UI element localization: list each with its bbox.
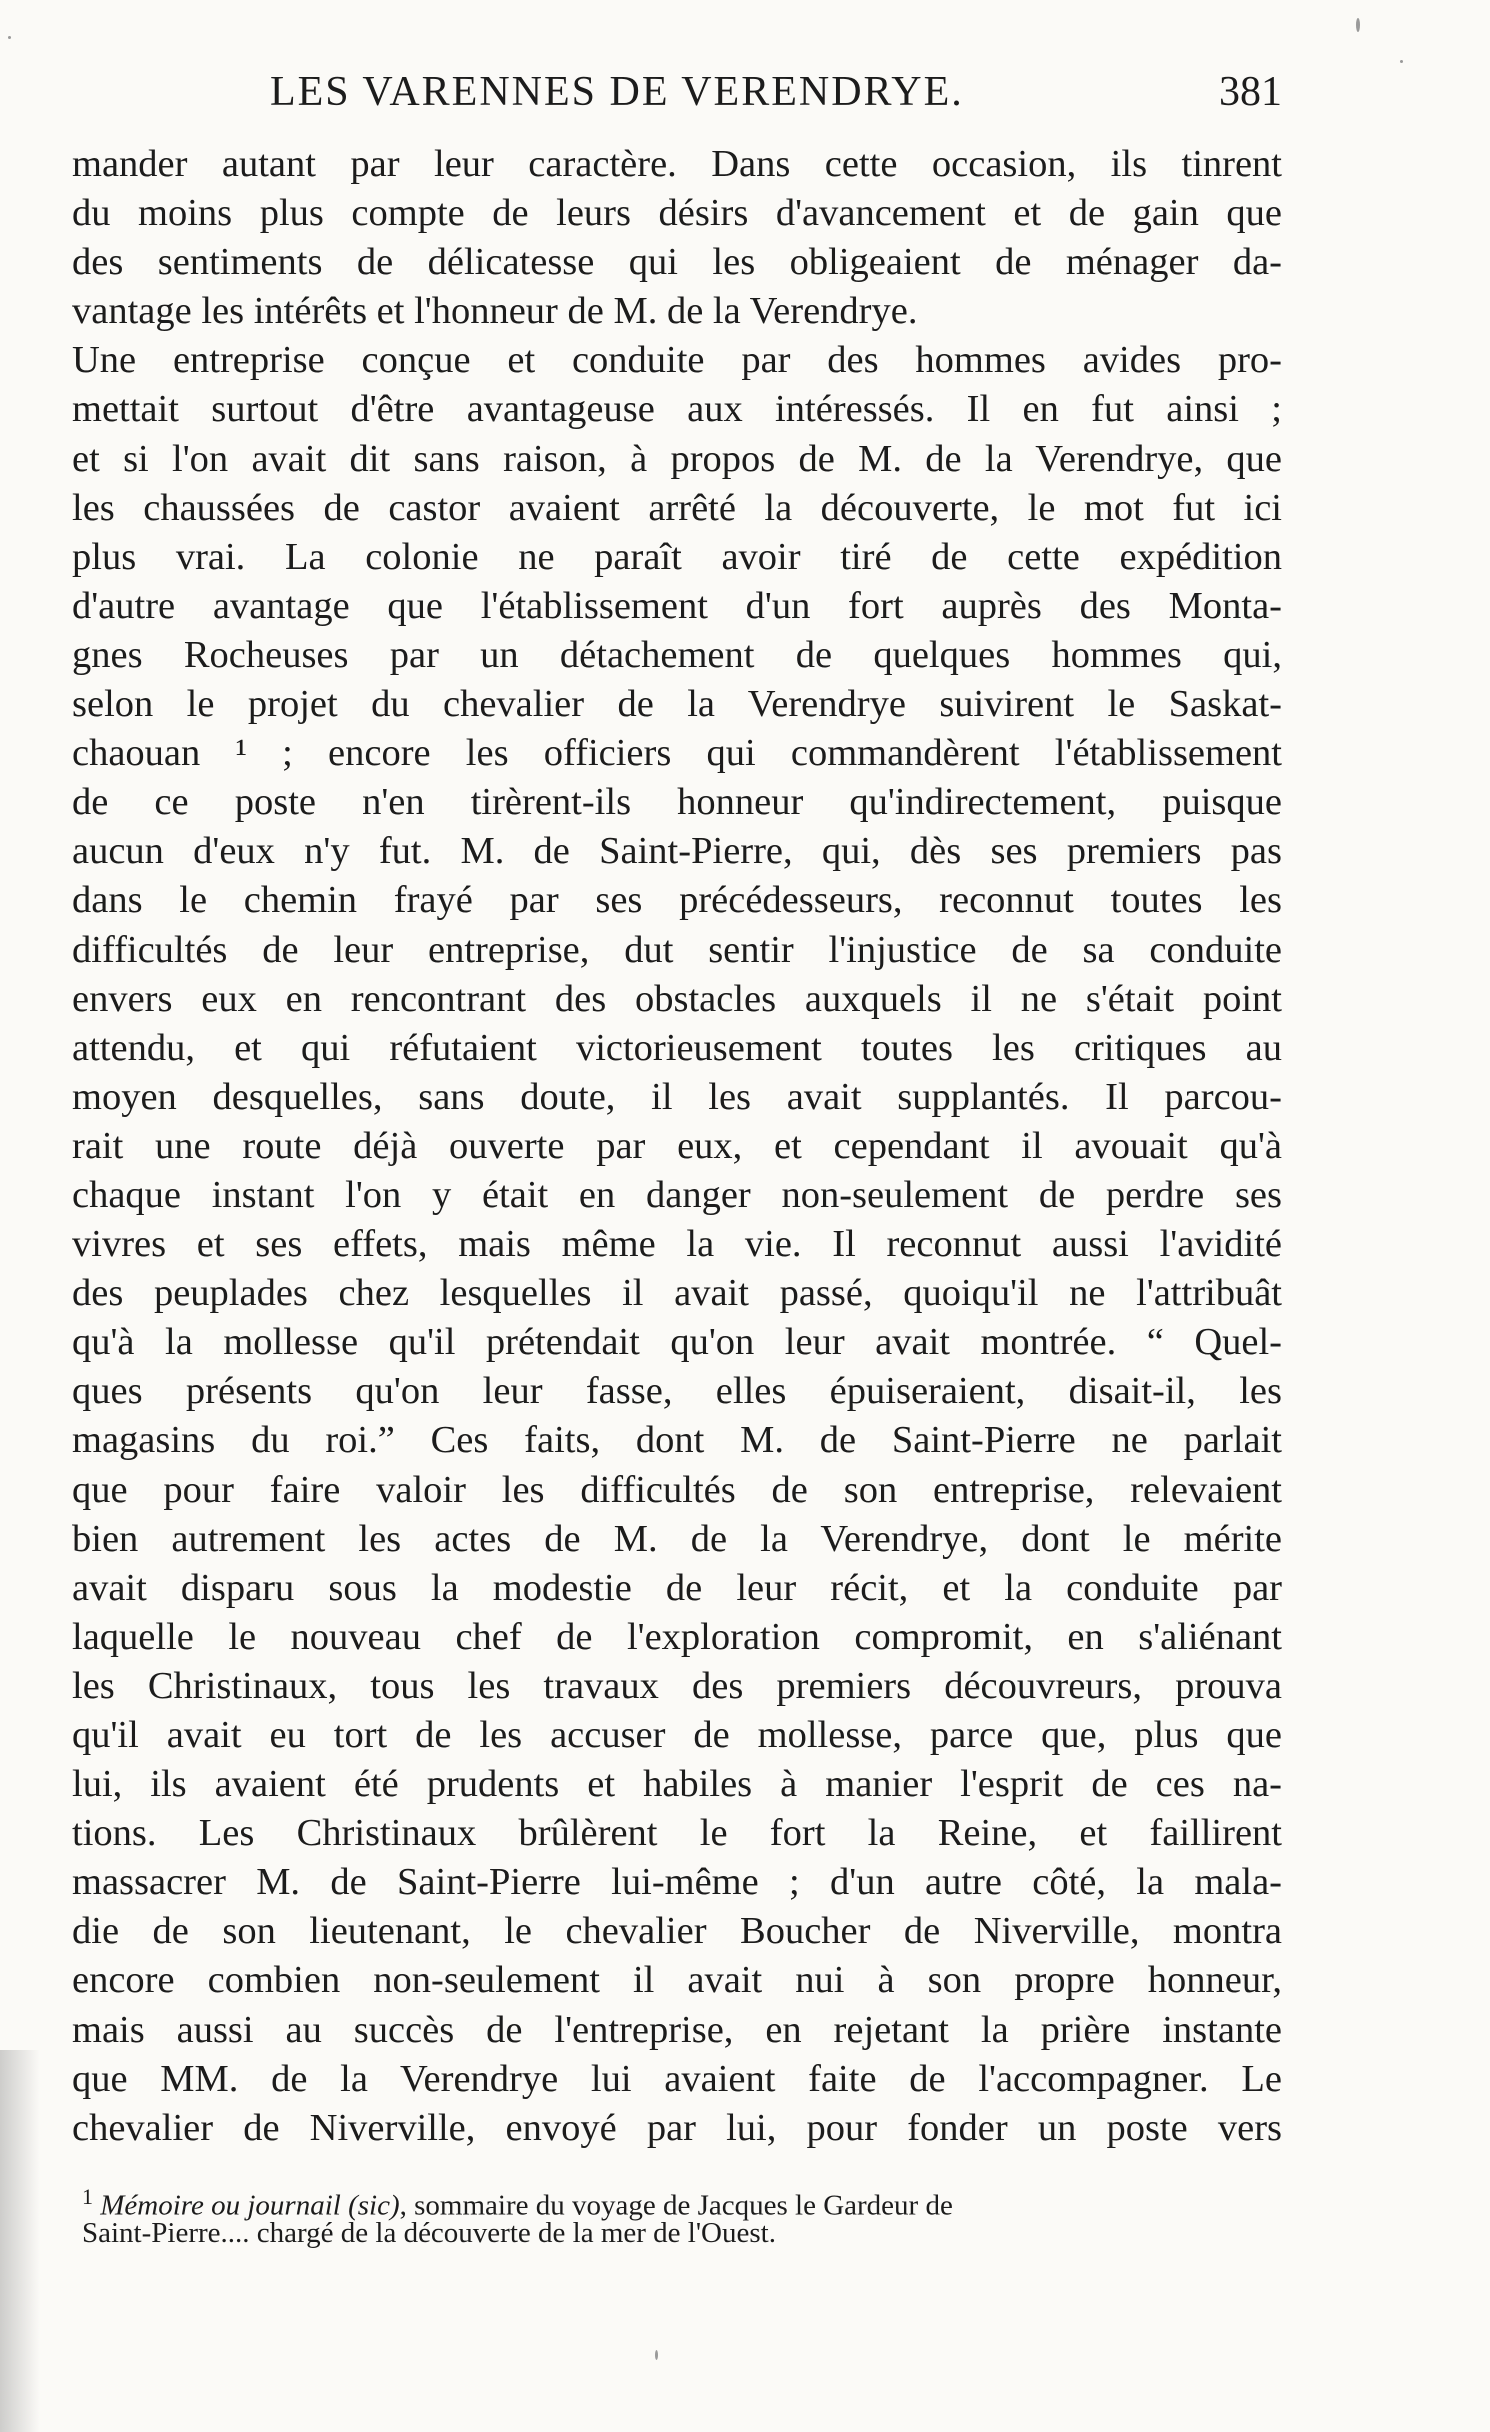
text-line: chaque instant l'on y était en danger non-seulement de perdre ses [72,1173,1282,1216]
text-line: les chaussées de castor avaient arrêté la découverte, le mot fut ici [72,486,1282,529]
text-line: gnes Rocheuses par un détachement de quelques hommes qui, [72,633,1282,676]
text-line: magasins du roi.” Ces faits, dont M. de Saint-Pierre ne parlait [72,1419,1282,1462]
text-line: envers eux en rencontrant des obstacles auxquels il ne s'était point [72,977,1282,1020]
paper-speck [1356,18,1360,32]
text-line: Une entreprise conçue et conduite par des hommes avides pro- [72,339,1282,382]
text-line: difficultés de leur entreprise, dut sentir l'injustice de sa conduite [72,928,1282,971]
footnote-marker: 1 [82,2184,93,2209]
footnote-name: Saint-Pierre.... [82,2217,250,2249]
text-line: les Christinaux, tous les travaux des premiers découvreurs, prouva [72,1664,1282,1707]
footnote-title: Mémoire ou journail [100,2189,341,2222]
footnote-text: , sommaire du voyage de Jacques le Gardeur de [399,2189,953,2222]
text-line: des peuplades chez lesquelles il avait passé, quoiqu'il ne l'attribuât [72,1272,1282,1315]
text-line: et si l'on avait dit sans raison, à propos de M. de la Verendrye, que [72,437,1282,480]
text-line: vivres et ses effets, mais même la vie. Il reconnut aussi l'avidité [72,1223,1282,1266]
text-line: massacrer M. de Saint-Pierre lui-même ; d'un autre côté, la mala- [72,1861,1282,1904]
text-line: qu'à la mollesse qu'il prétendait qu'on leur avait montrée. “ Quel- [72,1321,1282,1364]
text-line: dans le chemin frayé par ses précédesseurs, reconnut toutes les [72,879,1282,922]
page-edge-shadow [0,2050,40,2432]
running-head: LES VARENNES DE VERENDRYE. [270,69,964,115]
text-line: mander autant par leur caractère. Dans cette occasion, ils tinrent [72,143,1282,185]
text-line: de ce poste n'en tirèrent-ils honneur qu'indirectement, puisque [72,781,1282,824]
footnote-line-2 [82,2215,1282,2252]
text-line: du moins plus compte de leurs désirs d'avancement et de gain que [72,192,1282,235]
text-line: selon le projet du chevalier de la Verendrye suivirent le Saskat- [72,683,1282,726]
paper-speck [655,2350,658,2360]
text-line: qu'il avait eu tort de les accuser de mollesse, parce que, plus que [72,1714,1282,1756]
text-line: des sentiments de délicatesse qui les obligeaient de ménager da- [72,241,1282,284]
text-line: die de son lieutenant, le chevalier Boucher de Niverville, montra [72,1910,1282,1953]
text-line: vantage les intérêts et l'honneur de M. de la Verendrye. [72,290,918,333]
text-line: lui, ils avaient été prudents et habiles à manier l'esprit de ces na- [72,1763,1282,1806]
text-line: rait une route déjà ouverte par eux, et cependant il avouait qu'à [72,1124,1282,1167]
text-line: avait disparu sous la modestie de leur récit, et la conduite par [72,1566,1282,1609]
footnote-line-1 [82,2178,1282,2222]
page-number: 381 [1219,69,1282,115]
footnote [82,2178,1282,2252]
text-line: moyen desquelles, sans doute, il les avait supplantés. Il parcou- [72,1075,1282,1118]
paper-speck [1400,60,1403,63]
text-line: ques présents qu'on leur fasse, elles épuiseraient, disait-il, les [72,1370,1282,1413]
text-line: bien autrement les actes de M. de la Verendrye, dont le mérite [72,1517,1282,1560]
text-line: que MM. de la Verendrye lui avaient faite de l'accompagner. Le [72,2057,1282,2100]
footnote-sic: (sic) [348,2189,400,2222]
text-line: plus vrai. La colonie ne paraît avoir tiré de cette expédition [72,535,1282,578]
text-line: que pour faire valoir les difficultés de son entreprise, relevaient [72,1468,1282,1511]
text-line: encore combien non-seulement il avait nui à son propre honneur, [72,1959,1282,2002]
page-header [270,68,1282,128]
text-line: mettait surtout d'être avantageuse aux intéressés. Il en fut ainsi ; [72,388,1282,431]
footnote-text-2: chargé de la découverte de la mer de l'Ouest. [256,2217,776,2249]
text-line: d'autre avantage que l'établissement d'un fort auprès des Monta- [72,584,1282,627]
text-line: attendu, et qui réfutaient victorieusement toutes les critiques au [72,1026,1282,1069]
text-line: laquelle le nouveau chef de l'exploration compromit, en s'aliénant [72,1615,1282,1658]
text-line: mais aussi au succès de l'entreprise, en rejetant la prière instante [72,2008,1282,2051]
text-line: tions. Les Christinaux brûlèrent le fort la Reine, et faillirent [72,1812,1282,1855]
text-line: chaouan ¹ ; encore les officiers qui commandèrent l'établissement [72,732,1282,775]
text-line: chevalier de Niverville, envoyé par lui, pour fonder un poste vers [72,2106,1282,2149]
body-text [72,140,1282,2153]
text-line: aucun d'eux n'y fut. M. de Saint-Pierre, qui, dès ses premiers pas [72,830,1282,873]
paper-speck [8,36,11,39]
